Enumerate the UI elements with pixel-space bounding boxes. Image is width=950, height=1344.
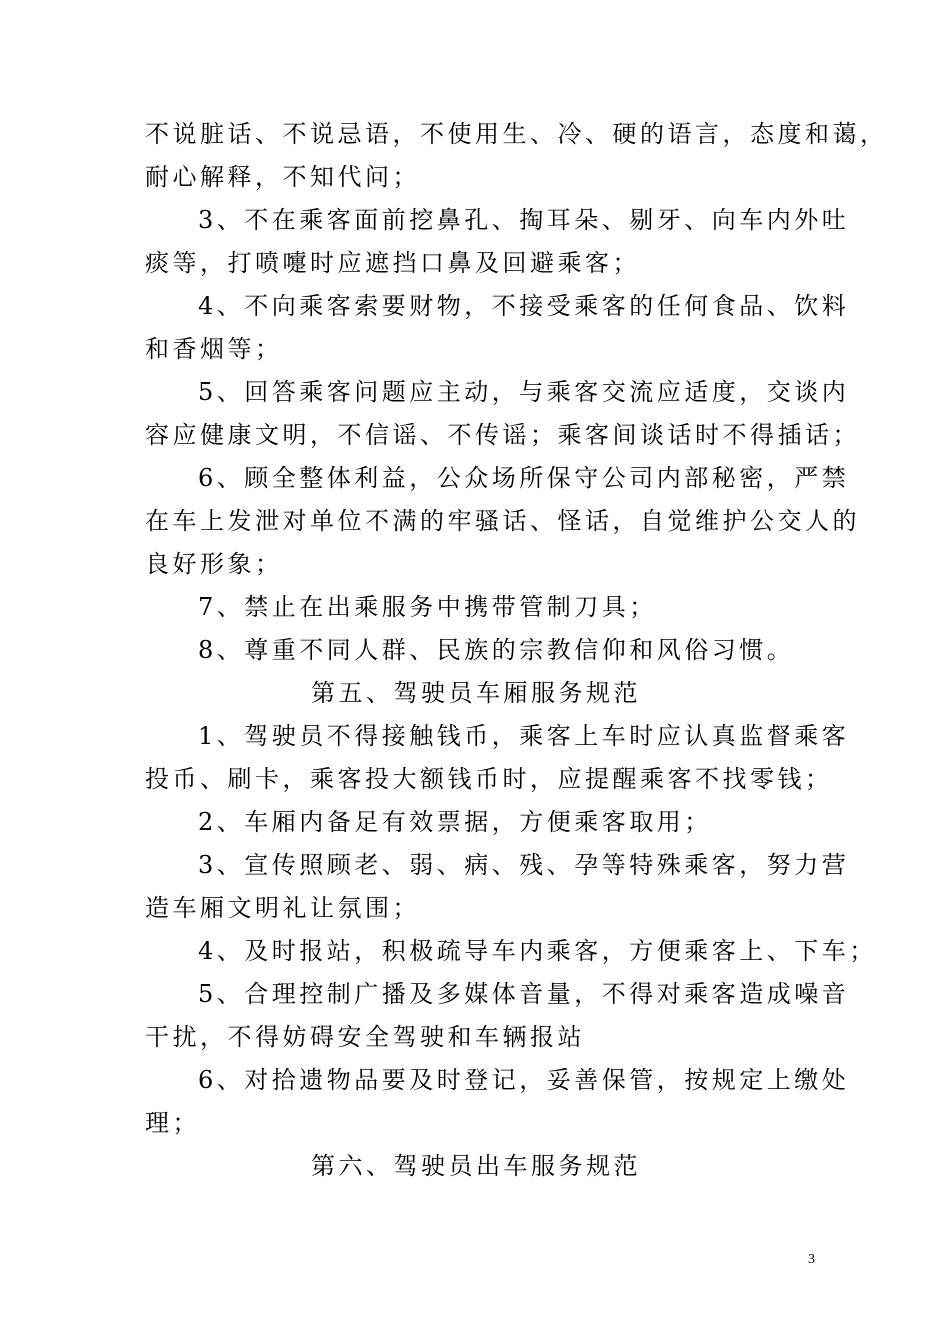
- text-line: 不说脏话、不说忌语，不使用生、冷、硬的语言，态度和蔼，: [145, 120, 888, 148]
- text-line: 投币、刷卡，乘客投大额钱币时，应提醒乘客不找零钱；: [145, 765, 833, 793]
- text-line: 理；: [145, 1109, 200, 1137]
- text-line: 5、合理控制广播及多媒体音量，不得对乘客造成噪音: [198, 980, 850, 1008]
- text-line: 耐心解释，不知代问；: [145, 163, 420, 191]
- text-line: 3、宣传照顾老、弱、病、残、孕等特殊乘客，努力营: [198, 851, 850, 879]
- document-body: [145, 113, 888, 1188]
- page-number: 3: [808, 1252, 815, 1267]
- text-line: 2、车厢内备足有效票据，方便乘客取用；: [198, 808, 712, 836]
- text-line: 痰等，打喷嚏时应遮挡口鼻及回避乘客；: [145, 249, 640, 277]
- text-line: 5、回答乘客问题应主动，与乘客交流应适度，交谈内: [198, 378, 850, 406]
- text-line: 在车上发泄对单位不满的牢骚话、怪话，自觉维护公交人的: [145, 507, 860, 535]
- text-line: 3、不在乘客面前挖鼻孔、掏耳朵、剔牙、向车内外吐: [198, 206, 850, 234]
- section-heading: 第六、驾驶员出车服务规范: [311, 1152, 641, 1180]
- text-line: 7、禁止在出乘服务中携带管制刀具；: [198, 593, 657, 621]
- text-line: 6、顾全整体利益，公众场所保守公司内部秘密，严禁: [198, 464, 850, 492]
- text-line: 和香烟等；: [145, 335, 283, 363]
- section-heading: 第五、驾驶员车厢服务规范: [311, 679, 641, 707]
- text-line: 4、不向乘客索要财物，不接受乘客的任何食品、饮料: [198, 292, 850, 320]
- text-line: 8、尊重不同人群、民族的宗教信仰和风俗习惯。: [198, 636, 795, 664]
- text-line: 6、对拾遗物品要及时登记，妥善保管，按规定上缴处: [198, 1066, 850, 1094]
- text-line: 4、及时报站，积极疏导车内乘客，方便乘客上、下车；: [198, 937, 877, 965]
- text-line: 干扰，不得妨碍安全驾驶和车辆报站: [145, 1023, 585, 1051]
- text-line: 良好形象；: [145, 550, 283, 578]
- text-line: 1、驾驶员不得接触钱币，乘客上车时应认真监督乘客: [198, 722, 850, 750]
- text-line: 容应健康文明，不信谣、不传谣；乘客间谈话时不得插话；: [145, 421, 860, 449]
- text-line: 造车厢文明礼让氛围；: [145, 894, 420, 922]
